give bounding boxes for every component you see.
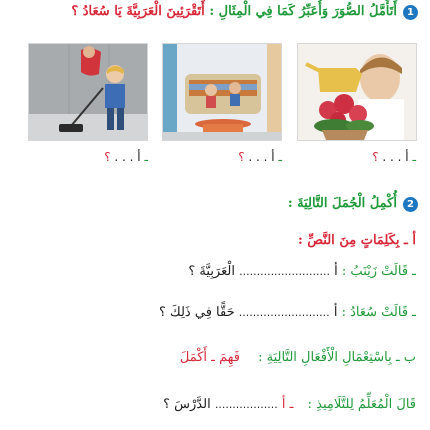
question-1-number: 1: [403, 5, 418, 20]
part-b-verbs: فَهِمَ ـ أَكْمَلَ: [179, 350, 240, 365]
instruction-text: أَتَأَمَّلُ الصُّوَرَ وَأُعَبِّرُ كَمَا فِي الْمِثَالِ :: [209, 4, 397, 19]
blank-2[interactable]: ..........................: [238, 306, 330, 319]
boy-watering-flowers-photo: [297, 43, 417, 141]
answer-placeholder-2: ـ أ . . . ؟: [238, 150, 282, 164]
blank-b[interactable]: ..................: [214, 398, 278, 411]
question-1-instruction: [71, 4, 397, 19]
prefix-2: أ: [333, 305, 338, 320]
part-a-line-1: [188, 264, 416, 279]
prefix-b: ـ أ: [281, 397, 294, 412]
question-2-number: 2: [403, 197, 418, 212]
part-a-line-2: [159, 305, 416, 320]
speaker-suad: ـ قَالَتْ سُعَادُ :: [341, 305, 416, 320]
answer-placeholder-1: ـ أ . . . ؟: [372, 150, 416, 164]
speaker-teacher: قَالَ الْمُعَلِّمُ لِلتَّلَامِيذِ :: [307, 397, 416, 412]
children-on-sofa-photo: [162, 43, 282, 141]
answer-end-1: الْعَرَبِيَّةَ ؟: [188, 264, 235, 279]
boy-vacuuming-with-mother-photo: [28, 43, 148, 141]
example-text: أَتَقْرَئِينَ الْعَرَبِيَّةَ يَا سُعَادُ ؟: [71, 4, 205, 19]
answer-end-b: الدَّرْسَ ؟: [163, 397, 211, 412]
part-b-label-row: [180, 350, 416, 365]
part-b-label: ب ـ بِاسْتِعْمَالِ الْأَفْعَالِ التَّالِيَةِ :: [258, 350, 416, 365]
prefix-1: أ: [334, 264, 338, 279]
blank-1[interactable]: ..........................: [239, 265, 331, 278]
question-2-instruction: أُكْمِلُ الْجُمَلَ التَّالِيَةَ :: [287, 196, 397, 211]
part-b-line: [163, 397, 416, 412]
part-a-label: أ ـ بِكَلِمَاتٍ مِنَ النَّصِّ :: [298, 233, 416, 248]
answer-end-2: حَقًّا فِي ذَلِكَ ؟: [158, 305, 235, 320]
answer-placeholder-3: ـ أ . . . ؟: [104, 150, 148, 164]
speaker-zaynab: ـ قَالَتْ زَيْنَبُ :: [341, 264, 416, 279]
